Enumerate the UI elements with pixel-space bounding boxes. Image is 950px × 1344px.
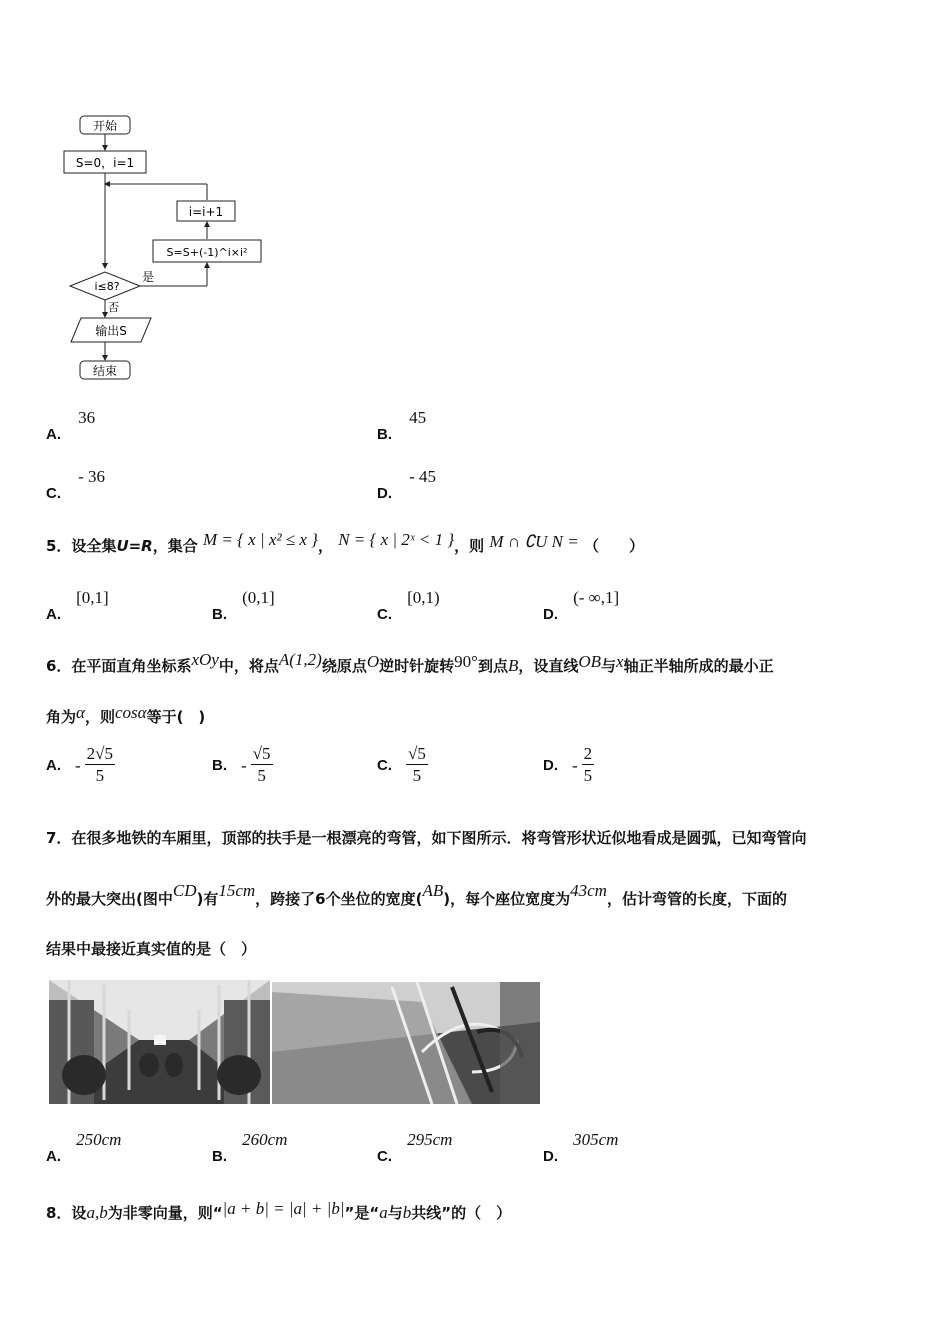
question-6-line-2: [46, 703, 206, 727]
q6-line-ob: OB: [578, 652, 602, 671]
fraction-denominator: 5: [583, 766, 593, 785]
option-label: C.: [377, 1148, 392, 1165]
q7-value-15: 15cm: [218, 881, 256, 900]
flow-end-box: [80, 361, 130, 379]
q7-cd: CD: [172, 881, 197, 900]
subway-photo-left: [49, 980, 270, 1104]
q6-option-b[interactable]: [212, 744, 273, 787]
option-value: 295cm: [407, 1130, 453, 1149]
q7-option-d[interactable]: [543, 1130, 619, 1165]
flow-condition-text: i≤8?: [94, 280, 120, 293]
q6-text: 与: [601, 657, 617, 675]
option-sign: -: [75, 755, 81, 775]
q5-option-c[interactable]: [377, 588, 440, 623]
flow-update-s-text: S=S+(-1)^i×i²: [166, 246, 248, 259]
q6-text: 到点: [477, 657, 508, 675]
flow-end-text: 结束: [92, 364, 118, 378]
flow-output-text: 输出S: [95, 324, 127, 338]
q6-point-b: B: [507, 656, 519, 675]
flow-start-box: [80, 116, 130, 134]
question-5: [46, 530, 644, 556]
option-fraction: [406, 744, 428, 787]
q5-set-m: M = { x | x² ≤ x }: [203, 530, 318, 549]
q7-text: ，跨接了6个坐位的宽度(: [255, 890, 423, 908]
q6-text: ，设直线: [518, 657, 579, 675]
q4-option-c[interactable]: [46, 467, 106, 502]
q6-xoy: xOy: [191, 650, 219, 669]
option-label: D.: [543, 606, 558, 623]
q7-option-b[interactable]: [212, 1130, 288, 1165]
flow-update-i-text: i=i+1: [188, 205, 224, 219]
flow-init-text: S=0，i=1: [75, 156, 135, 170]
q6-alpha: α: [76, 703, 85, 722]
q8-vector-b: b: [402, 1203, 412, 1222]
flow-no-text: 否: [108, 301, 119, 314]
option-value: - 45: [409, 467, 437, 486]
option-value: 250cm: [76, 1130, 122, 1149]
q6-text: 中，将点: [218, 657, 279, 675]
flow-output-box: [71, 318, 151, 342]
q8-text: 与: [387, 1204, 403, 1222]
q7-text: 外的最大突出(图中: [46, 890, 173, 908]
option-fraction: [85, 744, 115, 787]
fraction-numerator: 2: [583, 744, 593, 763]
option-value: (- ∞,1]: [573, 588, 620, 607]
question-7-line-1: 7．在很多地铁的车厢里，顶部的扶手是一根漂亮的弯管，如下图所示．将弯管形状近似地看成是圆弧，已知弯管向: [46, 829, 807, 847]
option-label: B.: [377, 426, 392, 443]
option-value: 260cm: [242, 1130, 288, 1149]
flow-init-box: [64, 151, 146, 173]
q5-universe: U=R: [116, 537, 153, 555]
question-7-line-3: 结果中最接近真实值的是（ ）: [46, 940, 257, 958]
flowchart: [55, 110, 275, 390]
q8-text: 8．设: [46, 1204, 87, 1222]
q8-equation: |a + b| = |a| + |b|: [222, 1199, 345, 1218]
option-value: (0,1]: [242, 588, 275, 607]
q6-origin: O: [366, 652, 380, 671]
option-label: B.: [212, 1148, 227, 1165]
option-value: 305cm: [573, 1130, 619, 1149]
option-value: 36: [78, 408, 96, 427]
q6-option-c[interactable]: [377, 744, 428, 787]
flow-update-s-box: [153, 240, 261, 262]
question-8: [46, 1199, 512, 1223]
q6-text: 绕原点: [321, 657, 367, 675]
q5-paren: （ ）: [583, 537, 644, 555]
q5-sep: ，: [317, 537, 333, 555]
option-label: D.: [543, 1148, 558, 1165]
q8-vector-a: a: [379, 1203, 388, 1222]
q4-option-b[interactable]: [377, 408, 427, 443]
fraction-denominator: 5: [95, 766, 105, 785]
q7-value-43: 43cm: [570, 881, 607, 900]
fraction-numerator: 2√5: [86, 744, 114, 763]
q6-x-axis: x: [616, 652, 624, 671]
option-label: A.: [46, 606, 61, 623]
fraction-numerator: √5: [252, 744, 271, 763]
option-value: [0,1): [407, 588, 440, 607]
option-fraction: [251, 744, 273, 787]
q5-option-d[interactable]: [543, 588, 620, 623]
q8-text: 为非零向量，则“: [107, 1204, 223, 1222]
option-value: 45: [409, 408, 427, 427]
q8-text: 共线”的（ ）: [411, 1204, 512, 1222]
q4-option-d[interactable]: [377, 467, 437, 502]
option-value: [0,1]: [76, 588, 109, 607]
option-value: - 36: [78, 467, 106, 486]
q8-vectors: a,b: [86, 1203, 108, 1222]
option-label: B.: [212, 757, 227, 774]
q6-text: ，则: [84, 708, 115, 726]
q7-text: )有: [196, 890, 219, 908]
option-label: D.: [377, 485, 392, 502]
q5-text: 5．设全集: [46, 537, 117, 555]
option-sign: -: [241, 755, 247, 775]
q7-text: ，估计弯管的长度，下面的: [606, 890, 787, 908]
q6-text: 6．在平面直角坐标系: [46, 657, 192, 675]
q6-text: 等于( ): [146, 708, 206, 726]
question-7-line-2: [46, 881, 787, 909]
option-label: C.: [377, 606, 392, 623]
option-label: A.: [46, 426, 61, 443]
option-label: A.: [46, 1148, 61, 1165]
q6-text: 轴正半轴所成的最小正: [623, 657, 774, 675]
q6-option-a[interactable]: [46, 744, 115, 787]
fraction-denominator: 5: [412, 766, 422, 785]
option-label: B.: [212, 606, 227, 623]
fraction-numerator: √5: [408, 744, 426, 763]
q5-set-n: N = { x | 2ˣ < 1 }: [338, 530, 455, 549]
flow-start-text: 开始: [92, 119, 118, 133]
q5-option-b[interactable]: [212, 588, 275, 623]
q5-text: ，集合: [152, 537, 198, 555]
q7-option-c[interactable]: [377, 1130, 453, 1165]
q5-option-a[interactable]: [46, 588, 109, 623]
q7-text: )，每个座位宽度为: [443, 890, 571, 908]
option-fraction: [582, 744, 595, 787]
q6-text: 角为: [46, 708, 77, 726]
question-6-line-1: [46, 650, 774, 676]
q6-point-a: A(1,2): [278, 650, 322, 669]
q6-option-d[interactable]: [543, 744, 594, 787]
q6-text: 逆时针旋转: [379, 657, 455, 675]
subway-photo-right: [272, 982, 540, 1104]
option-label: C.: [377, 757, 392, 774]
q4-option-a[interactable]: [46, 408, 96, 443]
q6-cos: cosα: [114, 703, 147, 722]
q6-degree: 90°: [454, 652, 478, 671]
flow-yes-text: 是: [142, 270, 155, 284]
q5-text: ，则: [454, 537, 485, 555]
option-label: A.: [46, 757, 61, 774]
option-label: D.: [543, 757, 558, 774]
flow-condition-diamond: [70, 272, 140, 300]
q5-expression: M ∩ ∁U N =: [489, 532, 579, 551]
q7-option-a[interactable]: [46, 1130, 122, 1165]
q8-text: ”是“: [344, 1204, 380, 1222]
flow-update-i-box: [177, 201, 235, 221]
option-label: C.: [46, 485, 61, 502]
option-sign: -: [572, 755, 578, 775]
fraction-denominator: 5: [257, 766, 266, 785]
q7-ab: AB: [422, 881, 444, 900]
